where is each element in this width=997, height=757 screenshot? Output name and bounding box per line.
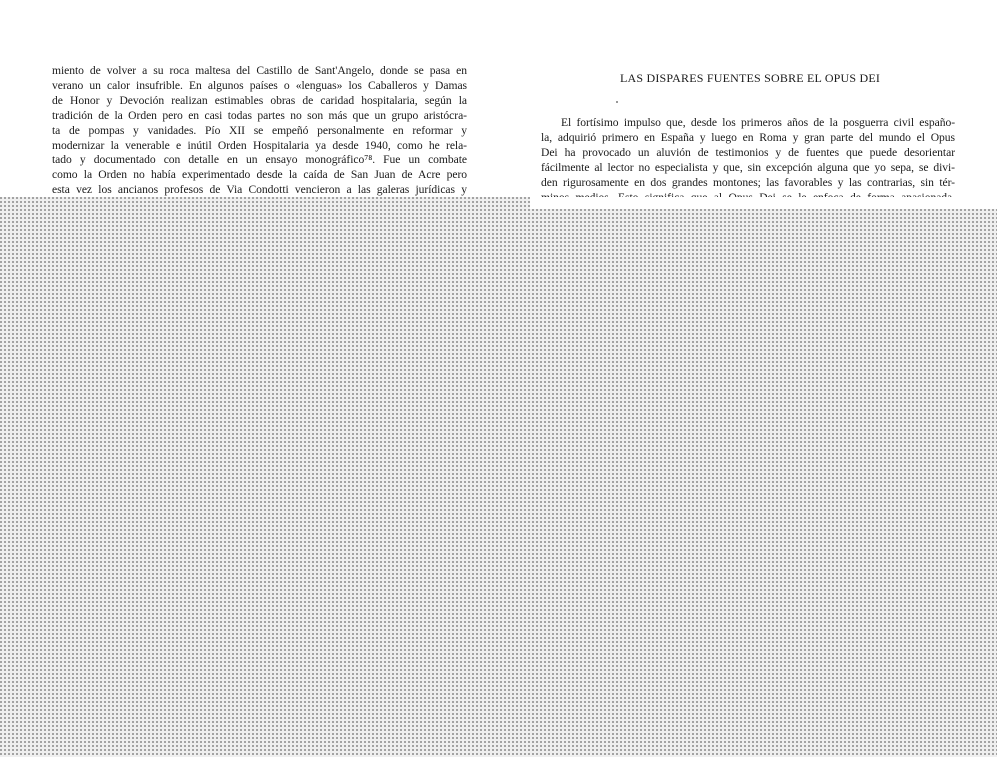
text-line: tradición de la Orden pero en casi todas partes no son más que un grupo aristócra- [52, 108, 467, 122]
text-line: modernizar la venerable e inútil Orden Hospitalaria ya desde 1940, como he rela- [52, 138, 467, 152]
text-line: tado y documentado con detalle en un ensayo monográfico⁷⁸. Fue un combate [52, 153, 467, 167]
dotted-mask-overlay [0, 197, 997, 757]
text-line: Dei ha provocado un aluvión de testimonios y de fuentes que puede desorientar [541, 145, 955, 159]
chapter-title: LAS DISPARES FUENTES SOBRE EL OPUS DEI [620, 71, 881, 85]
text-line: den rigurosamente en dos grandes montones; las favorables y las contrarias, sin tér- [541, 175, 955, 189]
text-line: miento de volver a su roca maltesa del Castillo de Sant'Angelo, donde se pasa en [52, 64, 467, 77]
text-line: como la Orden no había experimentado desde la caída de San Juan de Acre pero [52, 168, 467, 182]
text-line: la, adquirió primero en España y luego en Roma y gran parte del mundo el Opus [541, 130, 955, 144]
text-line: verano un calor insufrible. En algunos países o «lenguas» los Caballeros y Damas [52, 78, 467, 92]
mask-gap [530, 197, 997, 209]
text-line: fácilmente al lector no especialista y que, sin excepción alguna que yo sepa, se divi- [541, 160, 955, 174]
text-line: ta de pompas y vanidades. Pío XII se empeñó personalmente en reformar y [52, 123, 467, 137]
text-line: de Honor y Devoción realizan estimables obras de caridad hospitalaria, según la [52, 93, 467, 107]
scan-speck [616, 101, 618, 103]
text-line: esta vez los ancianos profesos de Via Condotti vencieron a las galeras jurídicas y [52, 183, 467, 197]
text-line: El fortísimo impulso que, desde los primeros años de la posguerra civil españo- [561, 116, 955, 129]
